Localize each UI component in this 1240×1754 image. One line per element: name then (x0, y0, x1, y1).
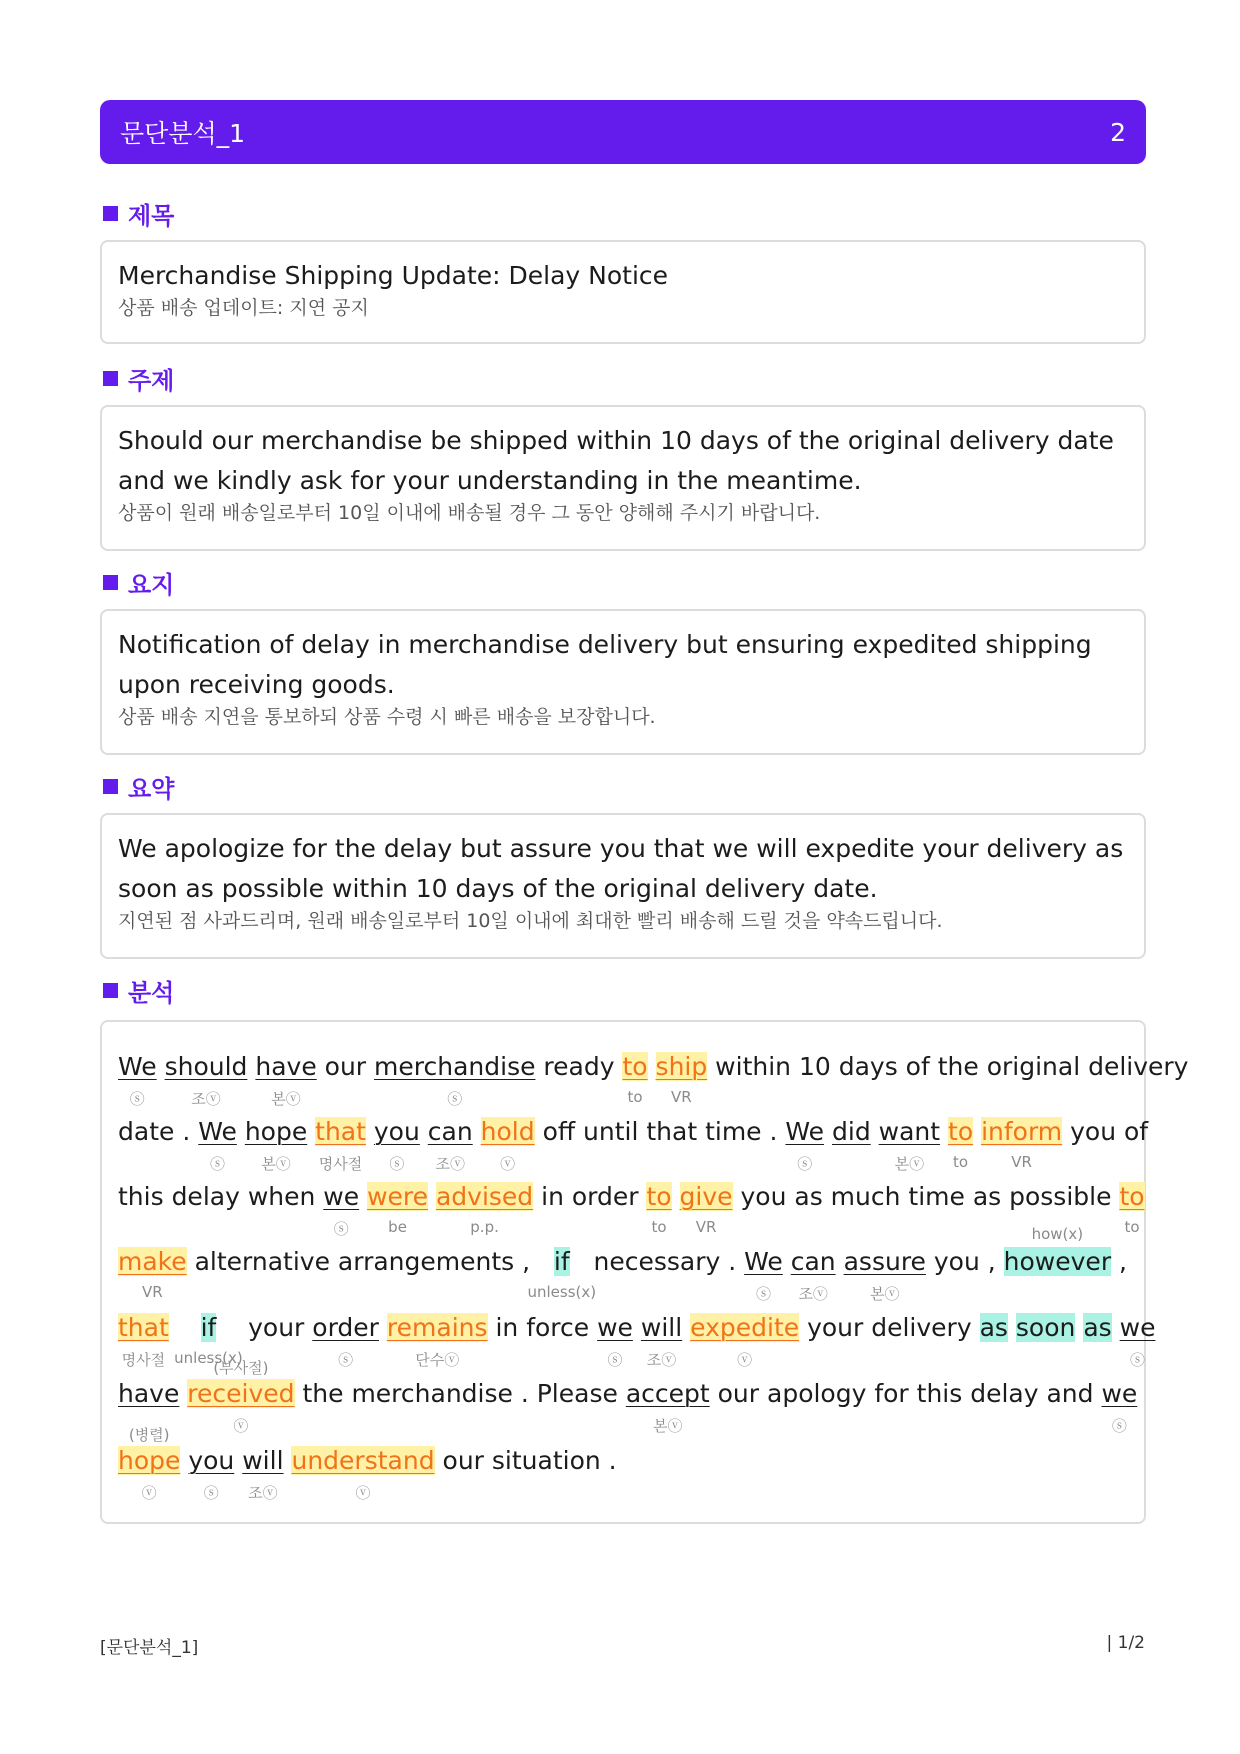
grammar-tag: ⓢ (447, 1090, 463, 1108)
grammar-tag: ⓢ (1130, 1351, 1146, 1369)
analysis-word (373, 1117, 420, 1173)
theme-box (100, 405, 1146, 551)
gist-korean: 상품 배송 지연을 통보하되 상품 수령 시 빠른 배송을 보장합니다. (118, 706, 656, 728)
grammar-tag: to (953, 1153, 969, 1171)
analysis-word-text: we (323, 1182, 360, 1211)
page-header (100, 100, 1146, 164)
gist-english: Notification of delay in merchandise delivery but ensuring expedited shipping upon receiving goods. (118, 630, 1092, 699)
analysis-word (980, 1313, 1008, 1342)
grammar-tag: ⓢ (797, 1155, 813, 1173)
summary-english: We apologize for the delay but assure you that we will expedite your delivery as soon as possible within 10 days of the original delivery date. (118, 834, 1124, 903)
analysis-word-text: remains (386, 1313, 488, 1342)
analysis-line: have received ⓥ (부사절) the merchandise . Please accept 본ⓥ our apology for this delay and we ⓢ (118, 1359, 1138, 1435)
grammar-tag: ⓥ (355, 1484, 371, 1502)
grammar-tag: 조ⓥ (798, 1285, 828, 1303)
analysis-word-text: if (200, 1313, 217, 1342)
grammar-tag: VR (1011, 1153, 1032, 1171)
analysis-word-text: you (373, 1117, 420, 1146)
grammar-tag: 본ⓥ (653, 1417, 683, 1435)
analysis-word-text: will (242, 1446, 284, 1475)
analysis-word (655, 1052, 708, 1106)
analysis-word-text: were (367, 1182, 429, 1211)
grammar-tag: ⓢ (210, 1155, 226, 1173)
grammar-tag: 본ⓥ (870, 1285, 900, 1303)
grammar-tag: p.p. (470, 1218, 499, 1236)
grammar-tag: ⓥ (500, 1155, 516, 1173)
grammar-tag: to (651, 1218, 667, 1236)
header-title: 문단분석_1 (120, 119, 246, 148)
analysis-word (1003, 1225, 1112, 1276)
grammar-tag: unless(x) (174, 1349, 243, 1367)
analysis-word-text: to (948, 1117, 974, 1146)
grammar-tag: ⓥ (737, 1351, 753, 1369)
analysis-word (527, 1247, 597, 1301)
analysis-word (427, 1117, 473, 1173)
analysis-line: date . We ⓢ hope 본ⓥ that 명사절 you ⓢ can 조ⓥ hold ⓥ off until that time . We ⓢ did want 본ⓥ to to inform VR you of (118, 1117, 1149, 1173)
analysis-word (1083, 1313, 1111, 1342)
analysis-word (174, 1313, 243, 1367)
analysis-word-text: we (1119, 1313, 1156, 1342)
analysis-word-text: however (1003, 1247, 1112, 1276)
analysis-line: this delay when we ⓢ were be advised p.p. in order to to give VR you as much time as possible to to (118, 1182, 1145, 1238)
title-box (100, 240, 1146, 344)
analysis-word-text: as (1083, 1313, 1112, 1342)
grammar-tag: unless(x) (527, 1283, 597, 1301)
analysis-word (367, 1182, 429, 1236)
analysis-word-text: soon (1015, 1313, 1076, 1342)
analysis-word (198, 1117, 237, 1173)
analysis-word-text: that (118, 1313, 169, 1342)
analysis-word-text: to (622, 1052, 648, 1081)
analysis-word-text: we (597, 1313, 633, 1342)
analysis-word (312, 1313, 379, 1369)
grammar-note: how(x) (1031, 1225, 1084, 1243)
analysis-word (948, 1117, 974, 1171)
analysis-word (679, 1182, 733, 1236)
theme-english: Should our merchandise be shipped within 10 days of the original delivery date and we kindly ask for your understanding in the meantime. (118, 426, 1114, 495)
grammar-tag: be (388, 1218, 407, 1236)
grammar-tag: to (1124, 1218, 1140, 1236)
grammar-tag: 조ⓥ (646, 1351, 677, 1369)
grammar-tag: 본ⓥ (271, 1090, 301, 1108)
grammar-tag: VR (671, 1088, 692, 1106)
grammar-tag: ⓢ (755, 1285, 771, 1303)
section-label-text: 요지 (128, 571, 175, 599)
analysis-word (255, 1052, 317, 1108)
analysis-word (1101, 1379, 1138, 1435)
grammar-tag: to (627, 1088, 643, 1106)
analysis-word (981, 1117, 1063, 1171)
analysis-word-text: to (646, 1182, 672, 1211)
analysis-word (785, 1117, 825, 1173)
analysis-word (640, 1313, 683, 1369)
analysis-word (118, 1379, 179, 1408)
analysis-word-text: expedite (690, 1313, 800, 1342)
analysis-word-text: understand (291, 1446, 435, 1475)
analysis-word (188, 1446, 235, 1502)
grammar-tag: 본ⓥ (894, 1155, 925, 1173)
analysis-word (118, 1052, 157, 1108)
square-bullet-icon (103, 779, 118, 794)
analysis-word-text: We (118, 1052, 157, 1081)
analysis-word-text: We (744, 1247, 783, 1276)
analysis-word-text: hope (118, 1446, 181, 1475)
analysis-word-text: if (553, 1247, 570, 1276)
analysis-word-text: We (785, 1117, 825, 1146)
analysis-word (315, 1117, 366, 1173)
analysis-word (1119, 1182, 1145, 1236)
header-number: 2 (1110, 117, 1126, 147)
analysis-word-text: should (164, 1052, 248, 1081)
grammar-tag: ⓥ (233, 1417, 249, 1435)
analysis-word-text: to (1119, 1182, 1145, 1211)
grammar-tag: ⓢ (389, 1155, 405, 1173)
analysis-word-text: merchandise (374, 1052, 536, 1081)
analysis-word (118, 1426, 181, 1502)
analysis-word (323, 1182, 360, 1238)
analysis-word-text: received (187, 1379, 295, 1408)
analysis-word-text: will (640, 1313, 683, 1342)
grammar-tag: ⓢ (607, 1351, 623, 1369)
analysis-word (790, 1247, 836, 1303)
analysis-word-text: ship (655, 1052, 708, 1081)
analysis-word (118, 1247, 187, 1301)
section-label-text: 제목 (128, 202, 175, 230)
analysis-word (374, 1052, 536, 1108)
grammar-tag: ⓢ (203, 1484, 219, 1502)
analysis-word-text: did (832, 1117, 871, 1146)
grammar-tag: 조ⓥ (191, 1090, 221, 1108)
title-korean: 상품 배송 업데이트: 지연 공지 (118, 297, 369, 319)
analysis-word (187, 1359, 295, 1435)
analysis-line: that 명사절 if unless(x) your order ⓢ remains 단수ⓥ in force we ⓢ will 조ⓥ expedite ⓥ your delivery as soon as we ⓢ (118, 1313, 1156, 1369)
gist-box (100, 609, 1146, 755)
analysis-word (242, 1446, 284, 1502)
footer-left: [문단분석_1] (100, 1638, 199, 1658)
analysis-word (843, 1247, 926, 1303)
analysis-line: hope ⓥ (병렬) you ⓢ will 조ⓥ understand ⓥ our situation . (118, 1426, 617, 1502)
analysis-word-text: inform (981, 1117, 1063, 1146)
grammar-note: (병렬) (128, 1426, 170, 1444)
analysis-word (164, 1052, 248, 1108)
analysis-word (597, 1313, 633, 1369)
analysis-word-text: hope (244, 1117, 308, 1146)
grammar-tag: ⓢ (1111, 1417, 1127, 1435)
analysis-word-text: advised (435, 1182, 534, 1211)
analysis-word (1016, 1313, 1075, 1342)
analysis-word-text: order (312, 1313, 379, 1342)
section-label-gist (103, 565, 174, 600)
analysis-line: We ⓢ should 조ⓥ have 본ⓥ our merchandise ⓢ ready to to ship VR within 10 days of the original delivery (118, 1052, 1189, 1108)
grammar-tag: ⓢ (338, 1351, 354, 1369)
analysis-word (690, 1313, 800, 1369)
section-label-summary (103, 769, 174, 804)
grammar-tag: 본ⓥ (261, 1155, 291, 1173)
section-label-theme (103, 361, 174, 396)
analysis-word (118, 1313, 169, 1369)
section-label-text: 분석 (128, 979, 175, 1007)
analysis-word-text: accept (625, 1379, 710, 1408)
grammar-tag: VR (141, 1283, 163, 1301)
analysis-word (622, 1052, 648, 1106)
analysis-word (646, 1182, 672, 1236)
grammar-note: (부사절) (213, 1359, 269, 1377)
analysis-word (244, 1117, 308, 1173)
section-label-text: 주제 (128, 367, 175, 395)
analysis-word (832, 1117, 871, 1146)
grammar-tag: ⓢ (129, 1090, 145, 1108)
analysis-word-text: can (427, 1117, 473, 1146)
analysis-word-text: you (188, 1446, 235, 1475)
analysis-word-text: hold (480, 1117, 535, 1146)
summary-box (100, 813, 1146, 959)
grammar-tag: 조ⓥ (248, 1484, 278, 1502)
analysis-word-text: make (118, 1247, 187, 1276)
analysis-word-text: as (979, 1313, 1008, 1342)
analysis-word (744, 1247, 783, 1303)
analysis-word (386, 1313, 488, 1369)
grammar-tag: 명사절 (318, 1155, 363, 1173)
square-bullet-icon (103, 983, 118, 998)
analysis-word (625, 1379, 710, 1435)
grammar-tag: 명사절 (121, 1351, 166, 1369)
title-english: Merchandise Shipping Update: Delay Notice (118, 261, 669, 290)
analysis-word-text: give (679, 1182, 733, 1211)
grammar-tag: 단수ⓥ (415, 1351, 460, 1369)
theme-korean: 상품이 원래 배송일로부터 10일 이내에 배송될 경우 그 동안 양해해 주시기 바랍니다. (118, 502, 821, 524)
grammar-tag: 조ⓥ (435, 1155, 465, 1173)
square-bullet-icon (103, 575, 118, 590)
analysis-word (480, 1117, 535, 1173)
analysis-word-text: can (790, 1247, 836, 1276)
analysis-word (878, 1117, 941, 1173)
summary-korean: 지연된 점 사과드리며, 원래 배송일로부터 10일 이내에 최대한 빨리 배송해 드릴 것을 약속드립니다. (118, 910, 943, 932)
section-label-title (103, 196, 174, 231)
analysis-word-text: assure (843, 1247, 926, 1276)
analysis-word-text: want (878, 1117, 941, 1146)
analysis-word-text: We (198, 1117, 237, 1146)
square-bullet-icon (103, 206, 118, 221)
analysis-line: make VR alternative arrangements , if unless(x) necessary . We ⓢ can 조ⓥ assure 본ⓥ you , however how(x) , (118, 1225, 1127, 1303)
analysis-word (1119, 1313, 1156, 1369)
grammar-tag: ⓢ (333, 1220, 349, 1238)
footer-page-number: | 1/2 (1106, 1633, 1145, 1653)
analysis-word-text: we (1101, 1379, 1138, 1408)
square-bullet-icon (103, 371, 118, 386)
section-label-analysis (103, 973, 174, 1008)
analysis-word-text: that (315, 1117, 366, 1146)
analysis-word (291, 1446, 435, 1502)
grammar-tag: VR (695, 1218, 717, 1236)
section-label-text: 요약 (128, 775, 175, 803)
grammar-tag: ⓥ (141, 1484, 157, 1502)
analysis-word-text: have (255, 1052, 317, 1081)
analysis-word (435, 1182, 534, 1236)
analysis-word-text: have (118, 1379, 180, 1408)
